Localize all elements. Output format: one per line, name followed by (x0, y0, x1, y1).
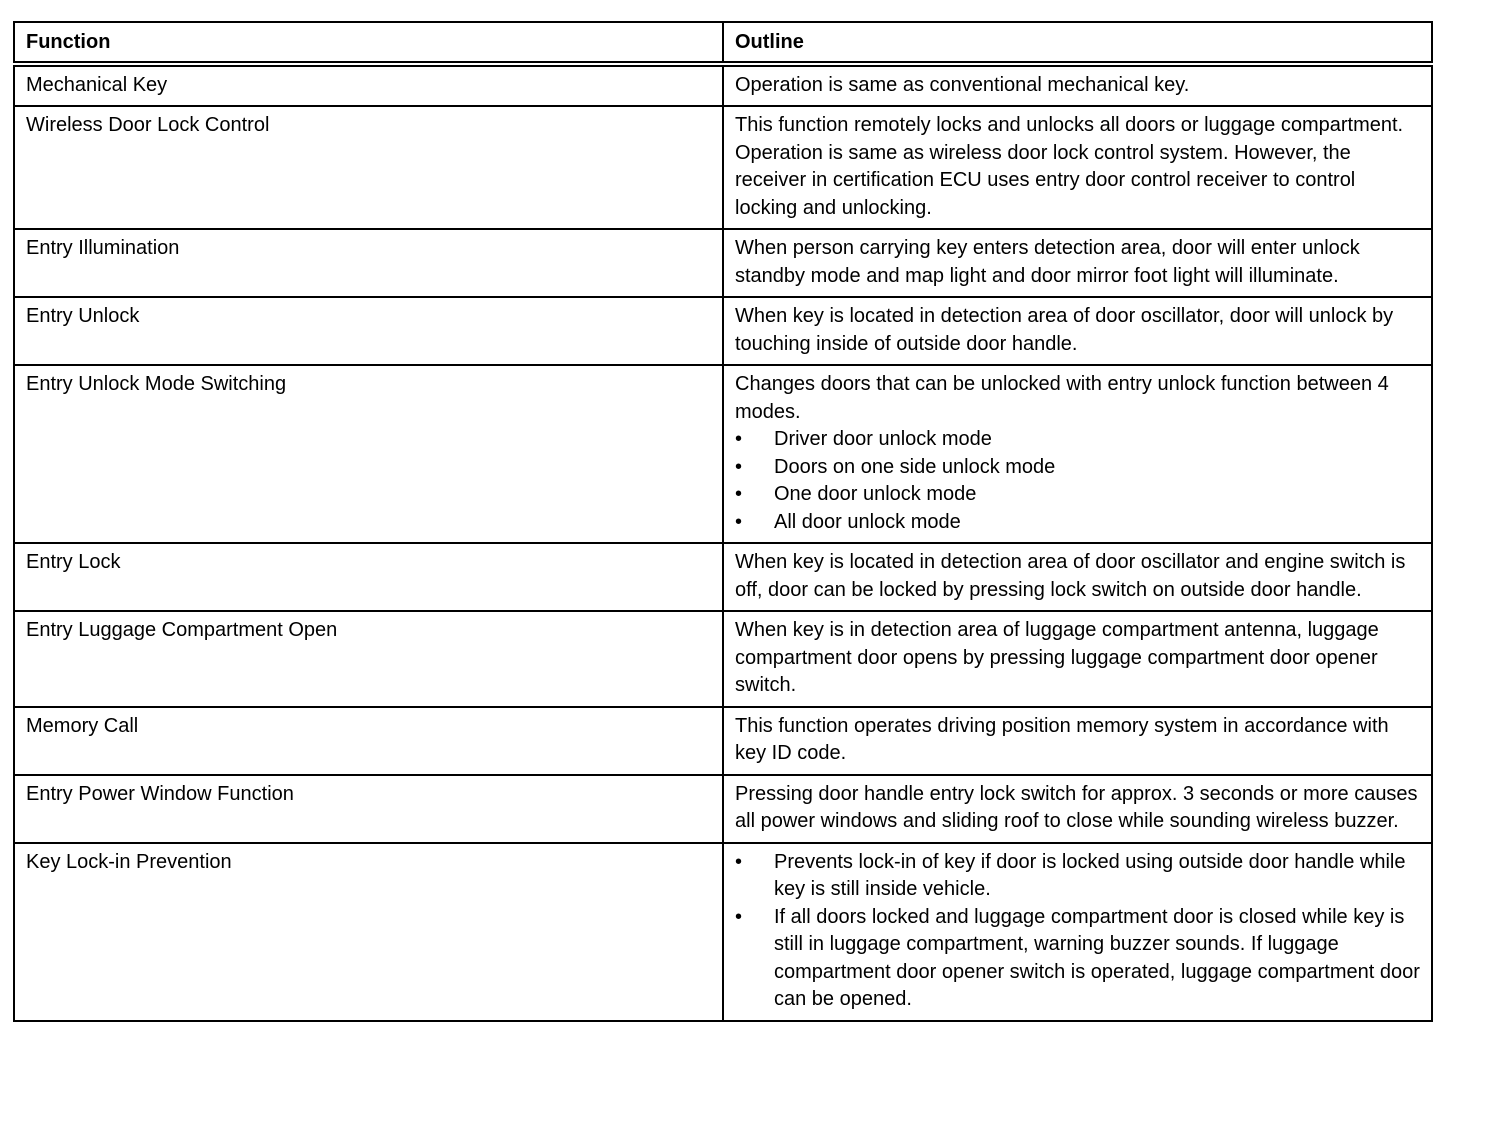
function-cell: Entry Illumination (14, 229, 723, 297)
bullet-icon: • (735, 850, 743, 873)
bullet-icon: • (735, 483, 743, 505)
function-outline-table (13, 21, 1433, 1022)
outline-cell: When key is located in detection area of door oscillator and engine switch is off, door can be locked by pressing lock switch on outside door handle. (723, 543, 1432, 611)
list-item-text: All door unlock mode (774, 510, 961, 533)
list-item-text: Driver door unlock mode (774, 428, 992, 450)
outline-cell: When key is in detection area of luggage compartment antenna, luggage compartment door opens by pressing luggage compartment door opener switch. (723, 611, 1432, 707)
bullet-icon: • (735, 455, 743, 478)
function-cell: Entry Lock (14, 543, 723, 611)
function-cell: Entry Unlock (14, 297, 723, 365)
outline-cell (723, 365, 1432, 543)
function-cell: Entry Power Window Function (14, 775, 723, 843)
list-item (735, 849, 1421, 904)
table-row (14, 297, 1432, 365)
outline-cell: Operation is same as conventional mechanical key. (723, 64, 1432, 107)
list-item (735, 481, 1421, 509)
list-item-text: One door unlock mode (774, 483, 977, 505)
function-cell: Wireless Door Lock Control (14, 106, 723, 229)
list-item-text: If all doors locked and luggage compartment door is closed while key is still in luggage compartment, warning buzzer sounds. If luggage compartment door opener switch is operated, luggage compartment door can be opened. (774, 905, 1420, 1010)
table-header-row (14, 22, 1432, 64)
outline-cell: When key is located in detection area of door oscillator, door will unlock by touching inside of outside door handle. (723, 297, 1432, 365)
function-cell: Entry Luggage Compartment Open (14, 611, 723, 707)
function-cell: Memory Call (14, 707, 723, 775)
mode-list (735, 426, 1421, 536)
table-row (14, 707, 1432, 775)
list-item (735, 509, 1421, 537)
outline-cell: When person carrying key enters detection area, door will enter unlock standby mode and map light and door mirror foot light will illuminate. (723, 229, 1432, 297)
table-row (14, 775, 1432, 843)
table-row (14, 543, 1432, 611)
column-header-outline: Outline (723, 22, 1432, 64)
bullet-icon: • (735, 510, 743, 533)
table-row (14, 64, 1432, 107)
function-cell: Key Lock-in Prevention (14, 843, 723, 1021)
column-header-function: Function (14, 22, 723, 64)
list-item-text: Prevents lock-in of key if door is locked using outside door handle while key is still inside vehicle. (774, 850, 1406, 900)
outline-cell: Pressing door handle entry lock switch for approx. 3 seconds or more causes all power windows and sliding roof to close while sounding wireless buzzer. (723, 775, 1432, 843)
list-item-text: Doors on one side unlock mode (774, 455, 1056, 478)
outline-cell (723, 843, 1432, 1021)
prevention-list (735, 849, 1421, 1014)
table-row (14, 106, 1432, 229)
function-cell: Mechanical Key (14, 64, 723, 107)
outline-text: Changes doors that can be unlocked with entry unlock function between 4 modes. (735, 373, 1389, 423)
table-row (14, 611, 1432, 707)
list-item (735, 454, 1421, 482)
table-row (14, 365, 1432, 543)
outline-cell: This function operates driving position memory system in accordance with key ID code. (723, 707, 1432, 775)
list-item (735, 904, 1421, 1014)
bullet-icon: • (735, 428, 743, 450)
function-cell: Entry Unlock Mode Switching (14, 365, 723, 543)
outline-cell: This function remotely locks and unlocks all doors or luggage compartment. Operation is same as wireless door lock control system. However, the receiver in certification ECU uses entry door control receiver to control locking and unlocking. (723, 106, 1432, 229)
list-item (735, 426, 1421, 454)
table-row (14, 843, 1432, 1021)
bullet-icon: • (735, 905, 743, 928)
table-row (14, 229, 1432, 297)
